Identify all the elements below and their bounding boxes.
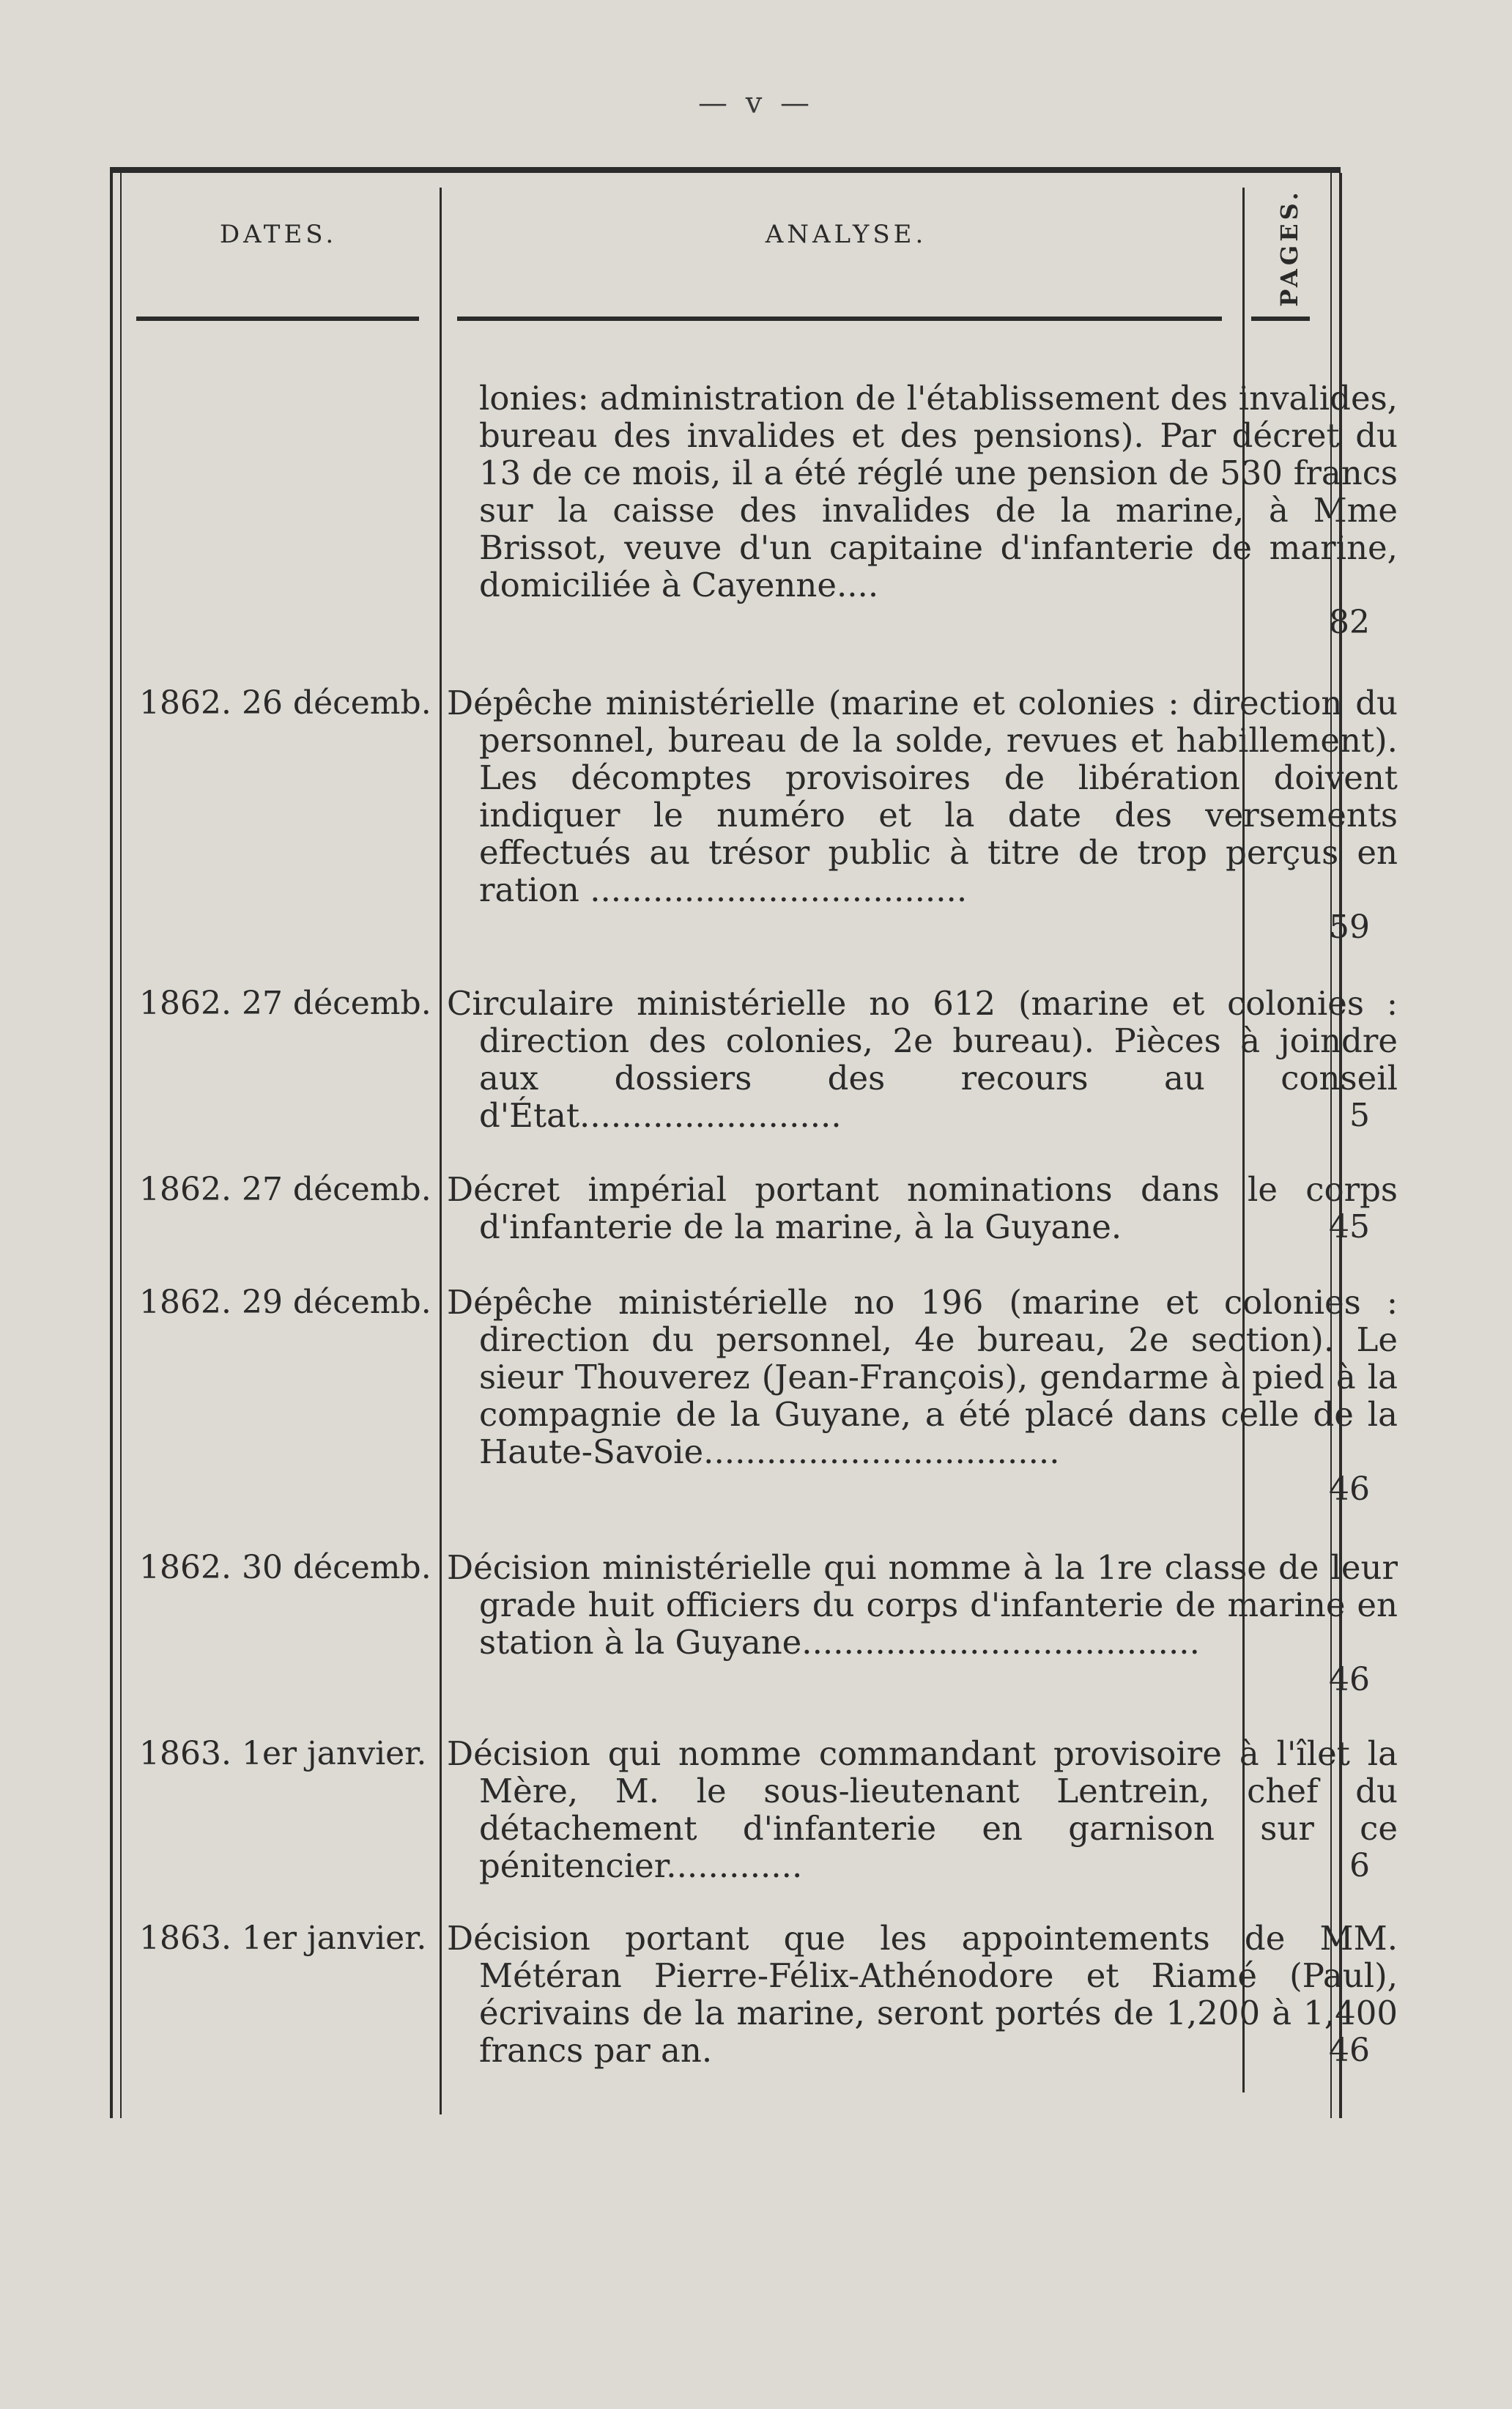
entry-page: 5 xyxy=(1349,1097,1370,1134)
entry-date: 1862. 29 décemb. xyxy=(139,1284,431,1321)
column-header-pages: PAGES. xyxy=(1275,188,1303,307)
entry-date: 1862. 30 décemb. xyxy=(139,1549,431,1586)
page-marker: — v — xyxy=(697,86,815,120)
entry-analysis: Décret impérial portant nominations dans le corps d'infanterie de la marine, à la Guyane. xyxy=(447,1170,1398,1246)
table-row xyxy=(139,379,1398,643)
header-rule-dates xyxy=(136,317,419,321)
entry-page: 45 xyxy=(1329,1208,1370,1246)
entry-page: 46 xyxy=(1329,1470,1370,1508)
entry-analysis: Dépêche ministérielle no 196 (marine et colonies : direction du personnel, 4e bureau, 2e section). Le sieur Thouverez (Jean-François), gendarme à pied à la compagnie de la Guyane, a été placé dans celle de la Haute-Savoie.................................. xyxy=(447,1283,1398,1471)
entry-analysis: Décision qui nomme commandant provisoire à l'îlet la Mère, M. le sous-lieutenant Lentrein, chef du détachement d'infanterie en garnison sur ce pénitencier............. xyxy=(447,1734,1398,1885)
entry-date: 1862. 27 décemb. xyxy=(139,985,431,1022)
header-rule-analyse xyxy=(457,317,1222,321)
column-header-dates: DATES. xyxy=(219,220,338,249)
table-frame-left xyxy=(110,173,122,2118)
entry-date: 1862. 27 décemb. xyxy=(139,1171,431,1208)
table-row xyxy=(139,1734,1398,1889)
header-rule-pages xyxy=(1251,317,1310,321)
entry-page: 82 xyxy=(1329,604,1370,641)
table-row xyxy=(139,1170,1398,1251)
entry-page: 46 xyxy=(1329,1661,1370,1698)
table-row xyxy=(139,984,1398,1139)
entry-date: 1862. 26 décemb. xyxy=(139,684,431,722)
table-row xyxy=(139,1283,1398,1518)
entry-analysis: Décision ministérielle qui nomme à la 1re classe de leur grade huit officiers du corps d'infanterie de marine en station à la Guyane...................................... xyxy=(447,1548,1398,1662)
table-row xyxy=(139,684,1398,955)
entry-page: 46 xyxy=(1329,2032,1370,2069)
entry-analysis: Décision portant que les appointements de MM. Météran Pierre-Félix-Athénodore et Riamé (Paul), écrivains de la marine, seront portés de 1,200 à 1,400 francs par an. xyxy=(447,1919,1398,2070)
entry-analysis: Dépêche ministérielle (marine et colonies : direction du personnel, bureau de la solde, revues et habillement). Les décomptes provisoires de libération doivent indiquer le numéro et la date des versements effectués au trésor public à titre de trop perçus en ration .................................... xyxy=(447,684,1398,909)
table-row xyxy=(139,1919,1398,2073)
table-row xyxy=(139,1548,1398,1703)
entry-page: 59 xyxy=(1329,909,1370,946)
entry-date: 1863. 1er janvier. xyxy=(139,1920,427,1957)
entry-page: 6 xyxy=(1349,1847,1370,1884)
column-header-analyse: ANALYSE. xyxy=(765,220,927,249)
entry-date: 1863. 1er janvier. xyxy=(139,1735,427,1772)
entry-analysis: lonies: administration de l'établissement des invalides, bureau des invalides et des pensions). Par décret du 13 de ce mois, il a été réglé une pension de 530 francs sur la caisse des invalides de la marine, à Mme Brissot, veuve d'un capitaine d'infanterie de marine, domiciliée à Cayenne.... xyxy=(479,379,1398,604)
entry-analysis: Circulaire ministérielle no 612 (marine et colonies : direction des colonies, 2e bureau). Pièces à joindre aux dossiers des recours au conseil d'État......................... xyxy=(447,984,1398,1135)
